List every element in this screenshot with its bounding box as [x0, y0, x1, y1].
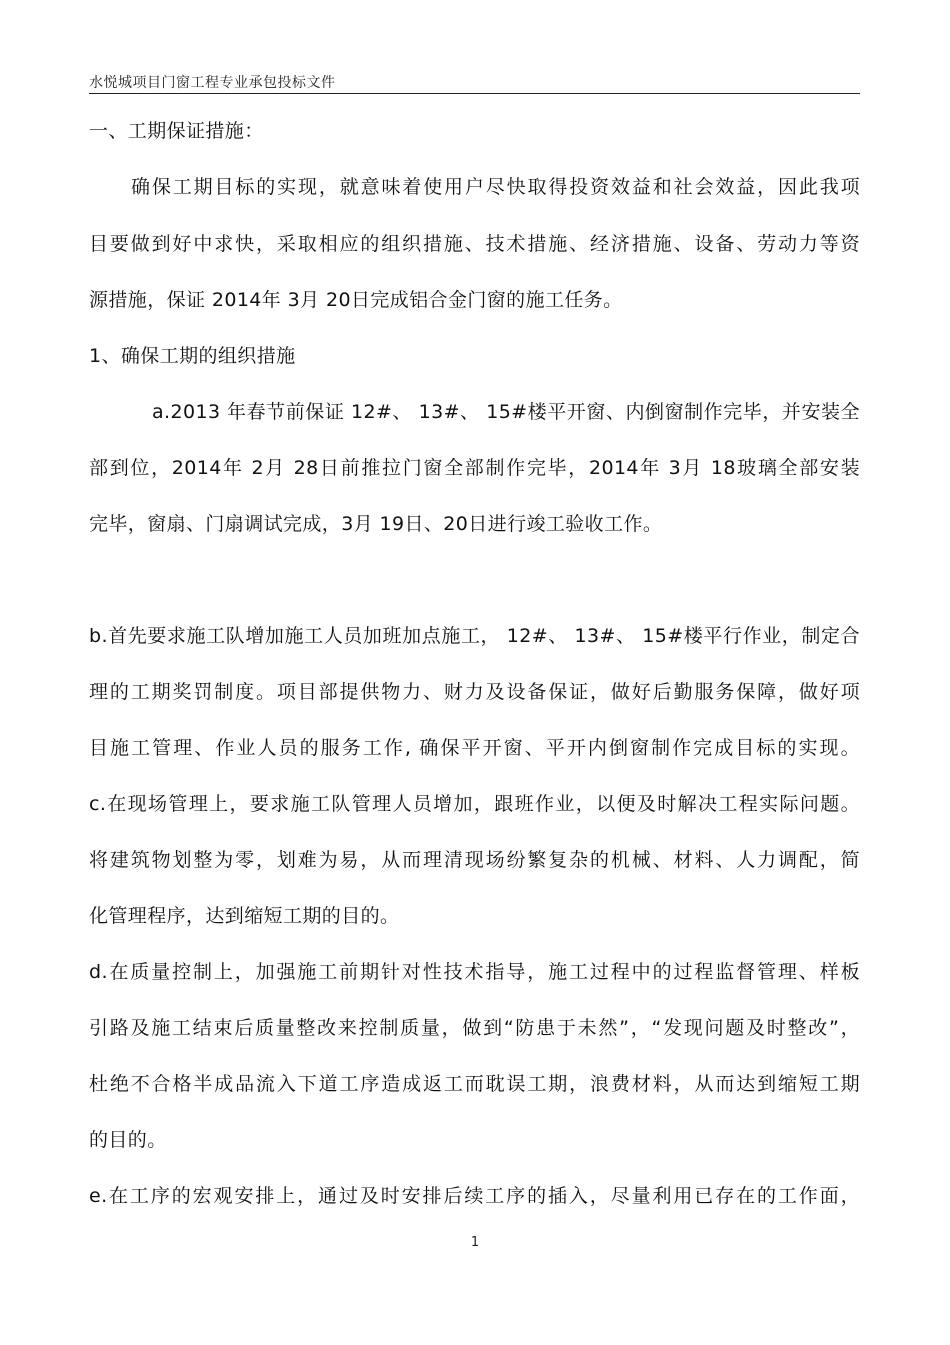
intro-line-2: 目要做到好中求快，采取相应的组织措施、技术措施、经济措施、设备、劳动力等资: [89, 233, 860, 255]
item-d-line-1: d.在质量控制上，加强施工前期针对性技术指导，施工过程中的过程监督管理、样板: [89, 961, 860, 983]
item-b-line-1: b.首先要求施工队增加施工人员加班加点施工， 12#、 13#、 15#楼平行作业，制定合: [89, 625, 860, 647]
intro-line-1: 确保工期目标的实现，就意味着使用户尽快取得投资效益和社会效益，因此我项: [131, 176, 860, 198]
item-d-line-3: 杜绝不合格半成品流入下道工序造成返工而耽误工期，浪费材料，从而达到缩短工期: [89, 1073, 860, 1095]
item-c-line-2: 将建筑物划整为零，划难为易，从而理清现场纷繁复杂的机械、材料、人力调配，简: [89, 849, 860, 871]
item-a-line-2: 部到位，2014年 2月 28日前推拉门窗全部制作完毕，2014年 3月 18玻璃全部安装: [89, 457, 860, 479]
item-d-line-2: 引路及施工结束后质量整改来控制质量，做到“防患于未然”，“发现问题及时整改”，: [89, 1017, 860, 1039]
item-c-line-1: c.在现场管理上，要求施工队管理人员增加，跟班作业，以便及时解决工程实际问题。: [89, 793, 860, 815]
subheading-organization: 1、确保工期的组织措施: [89, 345, 296, 367]
intro-line-3: 源措施，保证 2014年 3月 20日完成铝合金门窗的施工任务。: [89, 289, 623, 311]
page-number: 1: [470, 1235, 480, 1250]
item-c-line-3: 化管理程序，达到缩短工期的目的。: [89, 905, 400, 927]
item-a-line-3: 完毕，窗扇、门扇调试完成，3月 19日、20日进行竣工验收工作。: [89, 513, 663, 535]
item-d-line-4: 的目的。: [89, 1129, 167, 1151]
header-divider: [89, 93, 860, 94]
item-e-line-1: e.在工序的宏观安排上，通过及时安排后续工序的插入，尽量利用已存在的工作面，: [89, 1185, 860, 1207]
item-b-line-3: 目施工管理、作业人员的服务工作, 确保平开窗、平开内倒窗制作完成目标的实现。: [89, 737, 860, 759]
page-header: 水悦城项目门窗工程专业承包投标文件: [89, 75, 336, 91]
item-b-line-2: 理的工期奖罚制度。项目部提供物力、财力及设备保证，做好后勤服务保障，做好项: [89, 681, 860, 703]
section-heading: 一、工期保证措施：: [89, 120, 264, 142]
item-a-line-1: a.2013 年春节前保证 12#、 13#、 15#楼平开窗、内倒窗制作完毕，并安装全: [152, 401, 860, 423]
